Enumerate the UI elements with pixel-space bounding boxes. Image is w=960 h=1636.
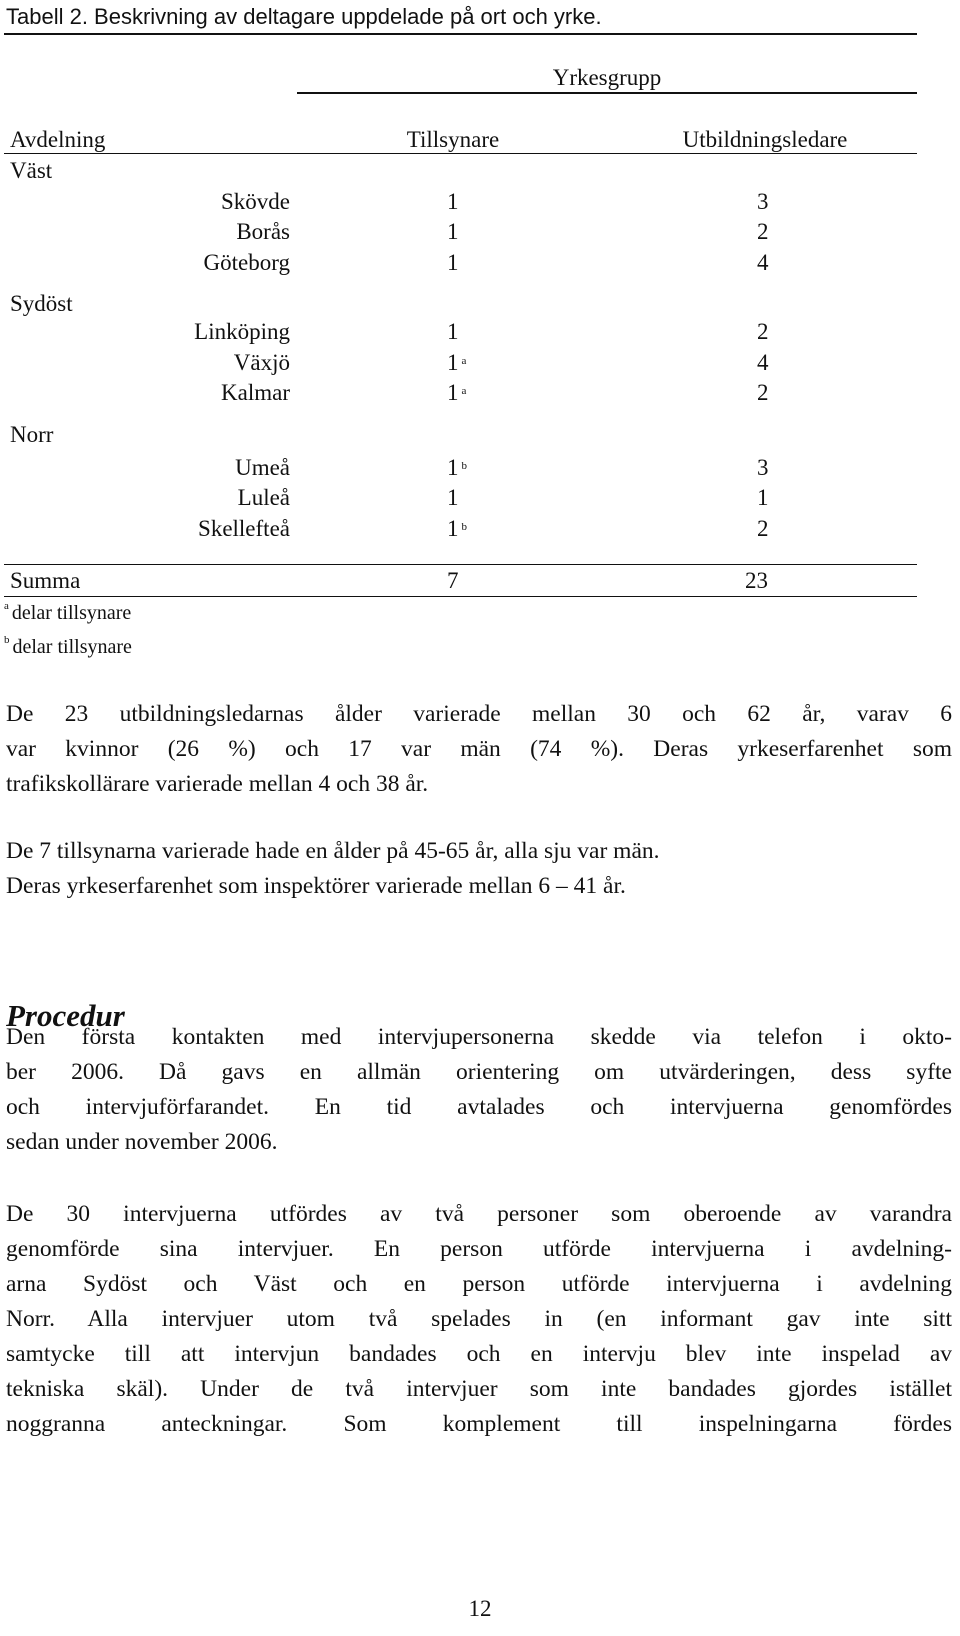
tillsynare-value: 1 bbox=[447, 319, 459, 344]
footnote-mark: b bbox=[4, 634, 10, 646]
footnote-mark: b bbox=[461, 460, 467, 472]
utbildningsledare-value: 2 bbox=[757, 380, 769, 405]
text-line: trafikskollärare varierade mellan 4 och 38 år. bbox=[6, 771, 429, 797]
text-line: De 7 tillsynarna varierade hade en ålder på 45-65 år, alla sju var män. bbox=[6, 838, 660, 864]
tillsynare-value: 1 $^a$ bbox=[447, 380, 467, 405]
tillsynare-value: 1 bbox=[447, 250, 459, 275]
paragraph-participants-utb bbox=[6, 697, 952, 802]
page-number: 12 bbox=[468, 1596, 492, 1621]
city-label: Växjö bbox=[233, 350, 290, 375]
text-line: tekniska skäl). Under de två intervjuer som inte bandades gjordes istället bbox=[6, 1376, 952, 1402]
utbildningsledare-value: 4 bbox=[757, 350, 769, 375]
paragraph-procedure-interviews bbox=[6, 1197, 952, 1442]
text-line: sedan under november 2006. bbox=[6, 1129, 278, 1155]
utbildningsledare-value: 3 bbox=[757, 455, 769, 480]
utbildningsledare-value: 1 bbox=[757, 485, 769, 510]
text-line: samtycke till att intervjun bandades och en intervju blev inte inspelad av bbox=[6, 1341, 952, 1367]
city-label: Luleå bbox=[237, 485, 290, 510]
utbildningsledare-value: 2 bbox=[757, 319, 769, 344]
text-line: och intervjuförfarandet. En tid avtalades och intervjuerna genomfördes bbox=[6, 1094, 952, 1120]
table-footnote: $^b$ delar tillsynare bbox=[4, 634, 132, 658]
footnote-mark: b bbox=[461, 521, 467, 533]
text-line: Norr. Alla intervjuer utom två spelades in (en informant gav inte sitt bbox=[6, 1306, 952, 1332]
text-line: Deras yrkeserfarenhet som inspektörer varierade mellan 6 – 41 år. bbox=[6, 873, 626, 899]
sum-label: Summa bbox=[10, 568, 81, 593]
text-line: var kvinnor (26 %) och 17 var män (74 %). Deras yrkeserfarenhet som bbox=[6, 736, 952, 762]
tillsynare-value: 1 bbox=[447, 485, 459, 510]
sum-tillsynare: 7 bbox=[447, 568, 459, 593]
city-label: Göteborg bbox=[203, 250, 290, 275]
region-label: Sydöst bbox=[10, 291, 73, 316]
utbildningsledare-value: 3 bbox=[757, 189, 769, 214]
footnote-mark: a bbox=[461, 385, 467, 397]
city-label: Skövde bbox=[221, 189, 290, 214]
tillsynare-value: 1 bbox=[447, 219, 459, 244]
group-header-rule bbox=[297, 92, 917, 94]
footnote-mark: a bbox=[4, 600, 9, 612]
text-line: Den första kontakten med intervjupersonerna skedde via telefon i okto- bbox=[6, 1024, 952, 1050]
city-label: Linköping bbox=[194, 319, 290, 344]
paragraph-procedure-contact bbox=[6, 1020, 952, 1160]
utbildningsledare-value: 4 bbox=[757, 250, 769, 275]
city-label: Kalmar bbox=[221, 380, 290, 405]
region-label: Väst bbox=[10, 158, 53, 183]
group-header: Yrkesgrupp bbox=[552, 65, 662, 90]
column-header-utbildningsledare: Utbildningsledare bbox=[682, 127, 848, 152]
city-label: Skellefteå bbox=[198, 516, 290, 541]
column-header-department: Avdelning bbox=[10, 127, 106, 152]
text-line: genomförde sina intervjuer. En person utförde intervjuerna i avdelning- bbox=[6, 1236, 952, 1262]
column-header-rule bbox=[4, 153, 917, 154]
text-line: De 30 intervjuerna utfördes av två personer som oberoende av varandra bbox=[6, 1201, 952, 1227]
sum-bottom-rule bbox=[4, 596, 917, 597]
tillsynare-value: 1 bbox=[447, 189, 459, 214]
column-header-tillsynare: Tillsynare bbox=[406, 127, 500, 152]
table-caption: Tabell 2. Beskrivning av deltagare uppdelade på ort och yrke. bbox=[6, 4, 602, 29]
text-line: arna Sydöst och Väst och en person utförde intervjuerna i avdelning bbox=[6, 1271, 952, 1297]
utbildningsledare-value: 2 bbox=[757, 219, 769, 244]
tillsynare-value: 1 $^a$ bbox=[447, 350, 467, 375]
tillsynare-value: 1 $^b$ bbox=[447, 455, 467, 480]
sum-top-rule bbox=[4, 564, 917, 565]
tillsynare-value: 1 $^b$ bbox=[447, 516, 467, 541]
text-line: ber 2006. Då gavs en allmän orientering om utvärderingen, dess syfte bbox=[6, 1059, 952, 1085]
text-line: noggranna anteckningar. Som komplement till inspelningarna fördes bbox=[6, 1411, 952, 1437]
table-footnote: $^a$ delar tillsynare bbox=[4, 600, 132, 624]
section-heading: Procedur bbox=[6, 998, 125, 1033]
city-label: Borås bbox=[236, 219, 290, 244]
region-label: Norr bbox=[10, 422, 54, 447]
paragraph-participants-tillsynare bbox=[6, 834, 952, 904]
city-label: Umeå bbox=[235, 455, 290, 480]
footnote-mark: a bbox=[461, 355, 467, 367]
text-line: De 23 utbildningsledarnas ålder varierade mellan 30 och 62 år, varav 6 bbox=[6, 701, 952, 727]
sum-utbildningsledare: 23 bbox=[745, 568, 768, 593]
table-top-rule bbox=[4, 33, 917, 35]
utbildningsledare-value: 2 bbox=[757, 516, 769, 541]
